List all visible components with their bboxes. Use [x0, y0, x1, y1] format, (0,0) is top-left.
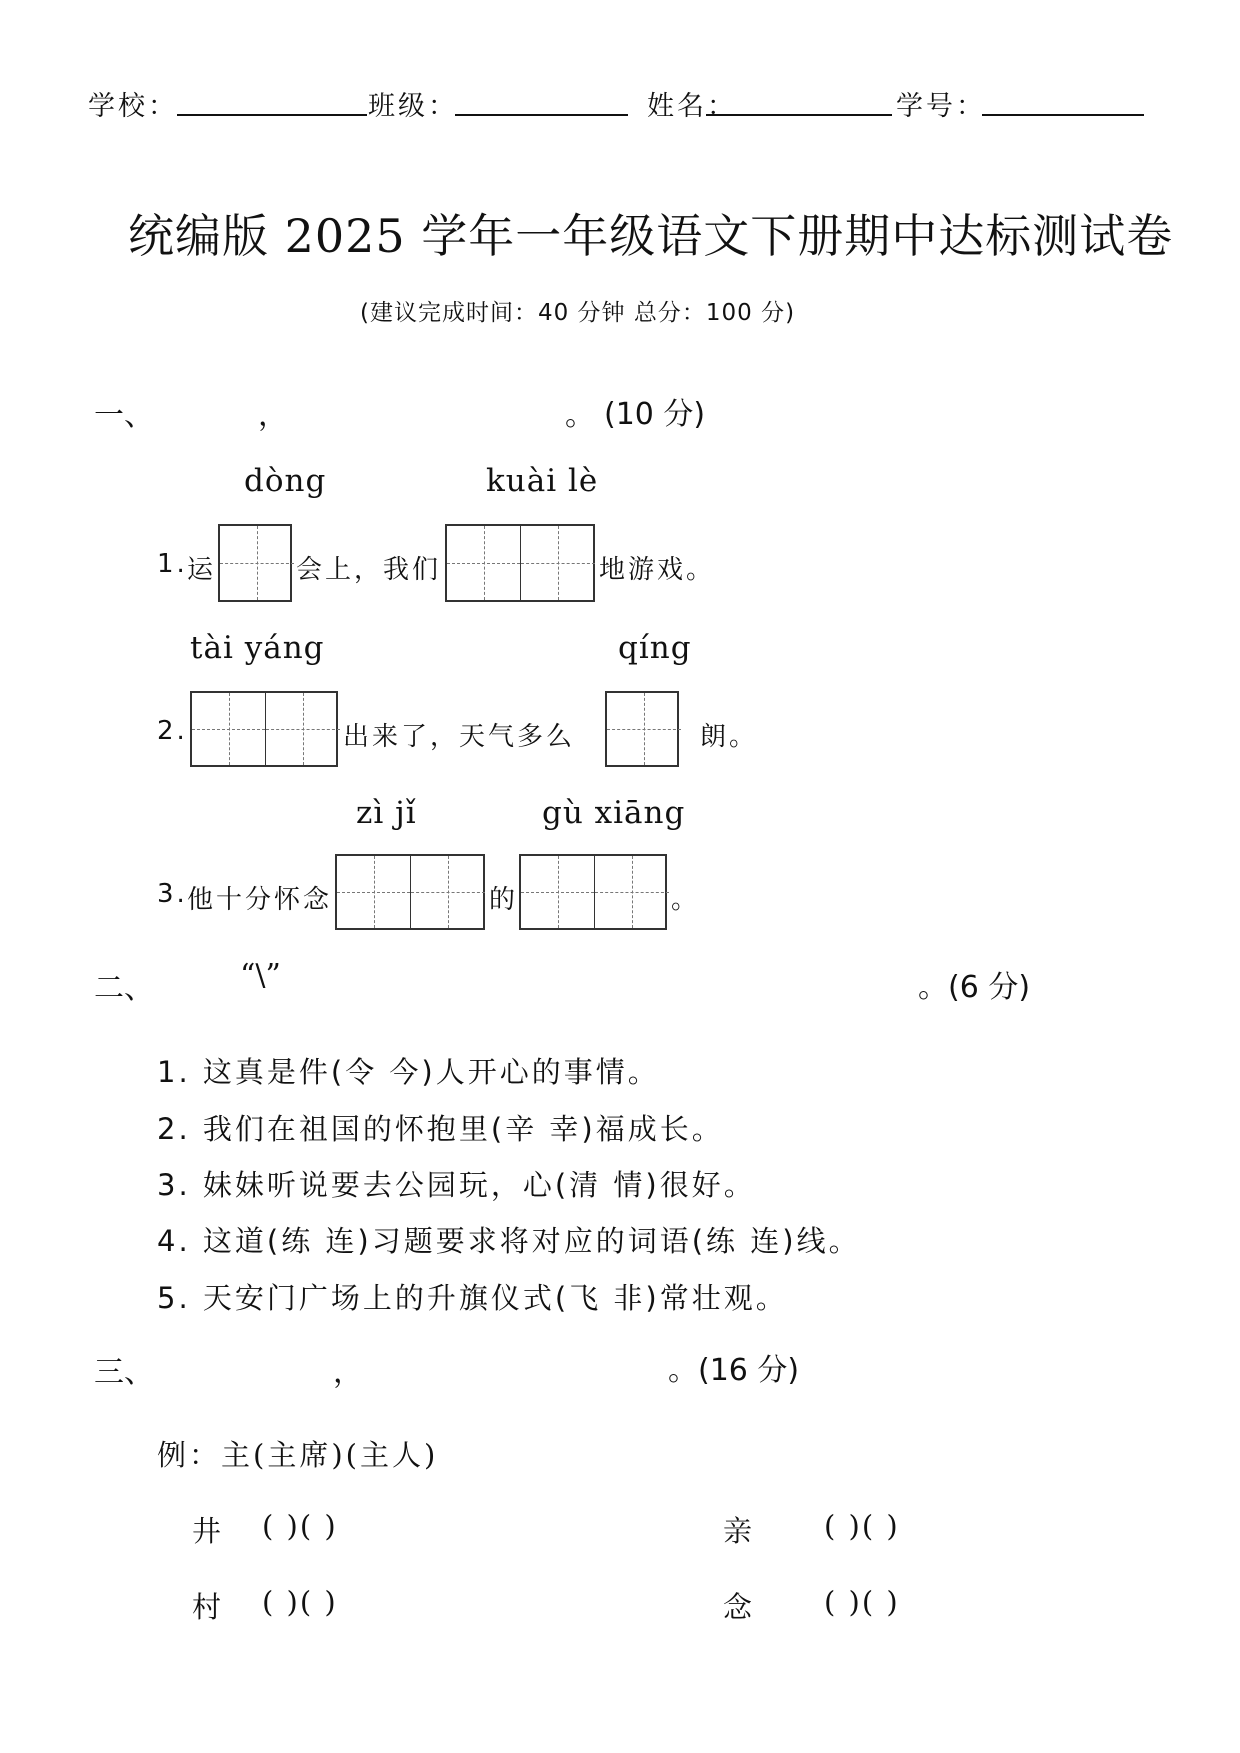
- section3-row1-right-char: 亲: [723, 1514, 755, 1548]
- section1-comma: ，: [258, 398, 288, 433]
- section3-example: 例：主(主席)(主人): [157, 1438, 439, 1472]
- q3-pinyin-guxiang: gù xiāng: [542, 795, 686, 831]
- section3-score: 。(16 分): [668, 1353, 800, 1388]
- name-label: 姓名：: [647, 91, 737, 122]
- q2-text-b: 朗。: [700, 722, 759, 752]
- school-field[interactable]: [177, 114, 367, 116]
- section2-item-4: 4. 这道(练 连)习题要求将对应的词语(练 连)线。: [157, 1224, 861, 1258]
- q1-number: 1.: [157, 549, 188, 579]
- q3-text-a: 他十分怀念: [187, 885, 333, 915]
- section3-row2-left-parens[interactable]: ( )( ): [262, 1585, 338, 1619]
- q1-tian-box-2[interactable]: [445, 524, 595, 602]
- section1-period: 。: [565, 398, 595, 433]
- q2-tian-box-1[interactable]: [190, 691, 338, 767]
- section2-number: 二、: [94, 971, 154, 1006]
- section2-score: 。(6 分): [918, 970, 1031, 1005]
- section3-row2-right-parens[interactable]: ( )( ): [824, 1585, 900, 1619]
- student-id-label: 学号：: [896, 91, 986, 122]
- q2-pinyin-taiyang: tài yáng: [190, 630, 325, 666]
- section2-item-5: 5. 天安门广场上的升旗仪式(飞 非)常壮观。: [157, 1281, 788, 1315]
- section3-comma: ，: [333, 1355, 363, 1390]
- q3-text-c: 。: [671, 885, 701, 915]
- q1-text-b: 会上，我们: [296, 555, 442, 585]
- q1-pinyin-kuaile: kuài lè: [486, 463, 599, 499]
- section2-item-3: 3. 妹妹听说要去公园玩，心(清 情)很好。: [157, 1168, 756, 1202]
- section3-row2-right-char: 念: [723, 1590, 755, 1624]
- q2-pinyin-qing: qíng: [618, 630, 692, 666]
- section3-row1-left-parens[interactable]: ( )( ): [262, 1509, 338, 1543]
- q3-pinyin-ziji: zì jǐ: [356, 795, 417, 831]
- section3-row1-left-char: 井: [192, 1514, 224, 1548]
- page-title: 统编版 2025 学年一年级语文下册期中达标测试卷: [128, 209, 1174, 263]
- section2-item-2: 2. 我们在祖国的怀抱里(辛 幸)福成长。: [157, 1112, 724, 1146]
- section1-score: (10 分): [604, 397, 706, 432]
- q2-number: 2.: [157, 716, 188, 746]
- page-subtitle: (建议完成时间：40 分钟 总分：100 分): [360, 300, 796, 326]
- class-label: 班级：: [368, 91, 458, 122]
- q1-tian-box-1[interactable]: [218, 524, 292, 602]
- q1-text-c: 地游戏。: [599, 555, 716, 585]
- section3-number: 三、: [94, 1355, 154, 1390]
- q3-number: 3.: [157, 879, 188, 909]
- q2-text-a: 出来了，天气多么: [343, 722, 576, 752]
- student-id-field[interactable]: [982, 114, 1144, 116]
- section2-item-1: 1. 这真是件(令 今)人开心的事情。: [157, 1055, 660, 1089]
- school-label: 学校：: [88, 91, 178, 122]
- section3-row1-right-parens[interactable]: ( )( ): [824, 1509, 900, 1543]
- section2-mark: “\”: [240, 958, 281, 993]
- q3-tian-box-2[interactable]: [519, 854, 667, 930]
- q1-pinyin-dong: dòng: [244, 463, 327, 499]
- q3-text-b: 的: [489, 885, 519, 915]
- name-field[interactable]: [706, 114, 892, 116]
- q3-tian-box-1[interactable]: [335, 854, 485, 930]
- q2-tian-box-2[interactable]: [605, 691, 679, 767]
- section3-row2-left-char: 村: [192, 1590, 224, 1624]
- section1-number: 一、: [94, 398, 154, 433]
- class-field[interactable]: [455, 114, 628, 116]
- q1-text-a: 运: [187, 555, 217, 585]
